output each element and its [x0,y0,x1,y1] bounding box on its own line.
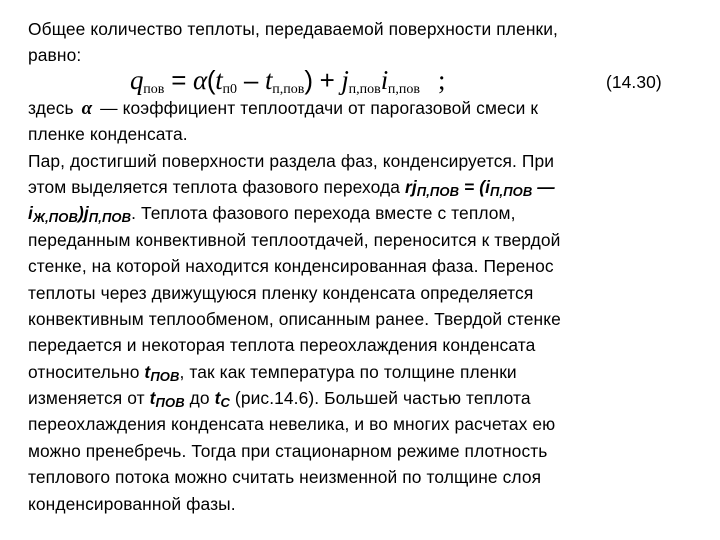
para2-line-4: переданным конвективной теплоотдачей, переносится к твердой [28,229,561,250]
para2-line-7: конвективным теплообменом, описанным ранее. Твердой стенке [28,308,561,329]
para1-line-2: пленке конденсата. [28,124,188,145]
intro-line-1: Общее количество теплоты, передаваемой поверхности пленки, [28,19,558,39]
para2-line-13: теплового потока можно считать неизменной по толщине слоя [28,467,542,488]
para1-line-1: здесь α — коэффициент теплоотдачи от парогазовой смеси к [28,97,539,119]
para2-line-3: iЖ,ПОВ)jП,ПОВ. Теплота фазового перехода вместе с теплом, [28,203,516,226]
para2-line-6: теплоты через движущуюся пленку конденсата определяется [28,282,534,303]
document-body [28,16,698,517]
para2-line-9: относительно tПОВ, так как температура по толщине пленки [28,361,517,384]
para2-line-1: Пар, достигший поверхности раздела фаз, конденсируется. При [28,150,555,171]
equation-14-30: $q_{пов} = \alpha(t_{п0} - t_{п,пов}) + j_{п,пов}i_{п,пов}$ ; [130,64,446,97]
intro-line-2: равно: [28,45,82,66]
para2-line-12: можно пренебречь. Тогда при стационарном режиме плотность [28,440,548,461]
alpha-symbol: α [81,97,93,119]
equation-number: (14.30) [606,71,662,92]
para2-line-11: переохлаждения конденсата невелика, и во многих расчетах ею [28,414,556,435]
para2-line-8: передается и некоторая теплота переохлаждения конденсата [28,335,536,356]
para2-line-5: стенке, на которой находится конденсированная фаза. Перенос [28,256,554,277]
para2-line-2: этом выделяется теплота фазового перехода rjП,ПОВ = (iП,ПОВ — [28,176,555,199]
para2-line-10: изменяется от tПОВ до tС (рис.14.6). Большей частью теплота [28,388,531,411]
para2-line-14: конденсированной фазы. [28,493,236,514]
equation-row [28,64,698,97]
